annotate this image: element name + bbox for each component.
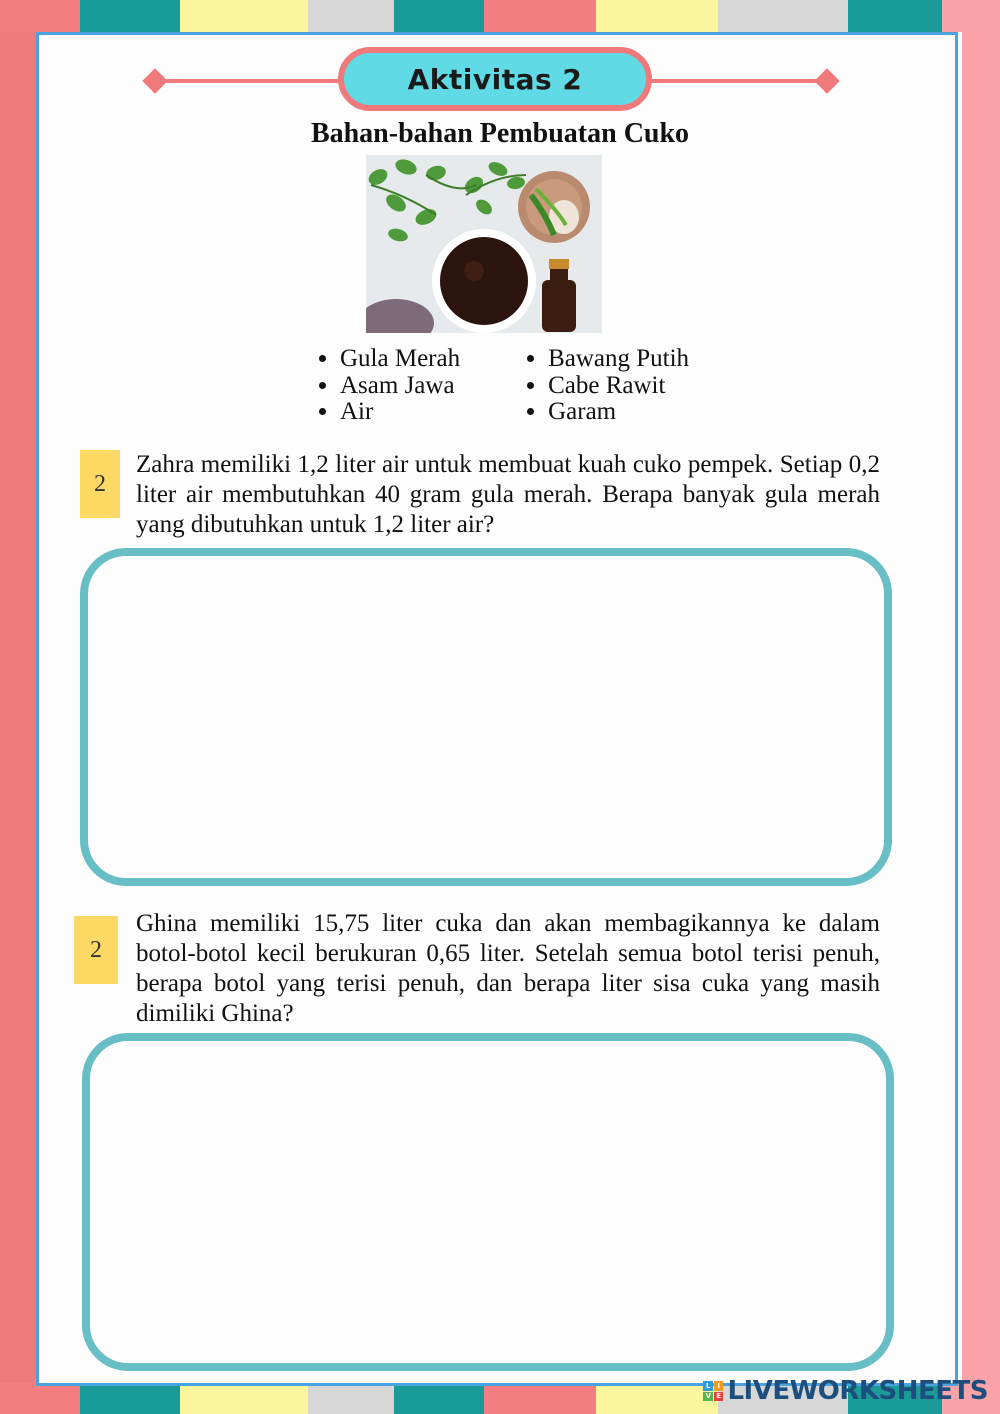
liveworksheets-logo-icon: L I V E	[703, 1381, 723, 1401]
list-item: • Cabe Rawit	[548, 373, 689, 400]
question-text: Zahra memiliki 1,2 liter air untuk membuat kuah cuko pempek. Setiap 0,2 liter air membutuhkan 40 gram gula merah. Berapa banyak gula merah yang dibutuhkan untuk 1,2 liter air?	[136, 451, 880, 538]
list-item: • Air	[340, 399, 460, 426]
ingredients-column-left	[308, 346, 460, 426]
list-item: • Bawang Putih	[548, 346, 689, 373]
right-border-band	[962, 0, 1000, 1414]
ingredients-list	[308, 346, 689, 426]
watermark-text: LIVEWORKSHEETS	[727, 1376, 988, 1406]
activity-title-badge	[338, 47, 652, 111]
top-stripe-border	[0, 0, 1000, 32]
liveworksheets-watermark	[703, 1376, 988, 1406]
title-line-right	[646, 79, 830, 83]
left-border-band	[0, 0, 36, 1414]
title-line-left	[156, 79, 346, 83]
question-number-badge: 2	[74, 916, 118, 984]
section-subtitle: Bahan-bahan Pembuatan Cuko	[310, 118, 690, 149]
list-item: • Asam Jawa	[340, 373, 460, 400]
answer-box-2[interactable]	[82, 1033, 894, 1371]
list-item: • Garam	[548, 399, 689, 426]
activity-title: Aktivitas 2	[407, 62, 583, 96]
cuko-ingredients-photo	[366, 155, 602, 333]
question-text: Ghina memiliki 15,75 liter cuka dan akan membagikannya ke dalam botol-botol kecil berukuran 0,65 liter. Setelah semua botol terisi penuh, berapa botol yang terisi penuh, dan berapa liter sisa cuka yang masih dimiliki Ghina?	[136, 910, 880, 1027]
answer-box-1[interactable]	[80, 548, 892, 886]
question-number-badge: 2	[80, 450, 120, 518]
list-item: • Gula Merah	[340, 346, 460, 373]
ingredients-column-right	[516, 346, 689, 426]
